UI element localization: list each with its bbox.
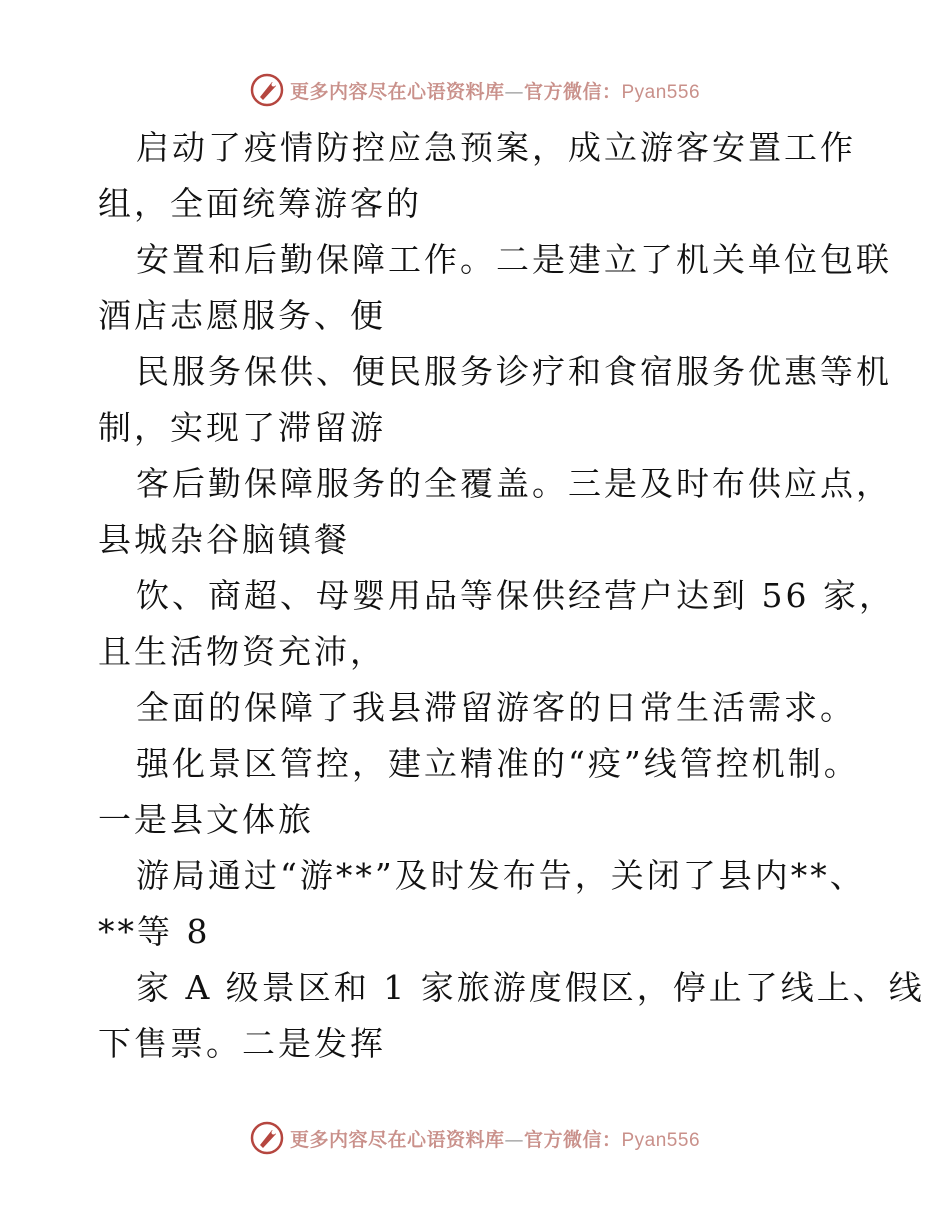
- text-line: 县城杂谷脑镇餐: [98, 520, 350, 559]
- watermark-wechat-account: Pyan556: [621, 1129, 701, 1151]
- text-line: 强化景区管控，建立精准的“疫”线管控机制。: [136, 744, 860, 783]
- text-line: 组，全面统筹游客的: [98, 184, 422, 223]
- pen-nib-logo-icon: [250, 1121, 284, 1155]
- text-line: 制，实现了滞留游: [98, 408, 386, 447]
- text-line: 下售票。二是发挥: [98, 1024, 386, 1063]
- footer-watermark: [0, 1118, 950, 1158]
- text-line: 且生活物资充沛，: [98, 632, 386, 671]
- text-line: 全面的保障了我县滞留游客的日常生活需求。: [136, 688, 856, 727]
- watermark-wechat-label: 官方微信：: [523, 1128, 622, 1151]
- text-line: 游局通过“游**”及时发布告，关闭了县内**、: [136, 856, 866, 895]
- watermark-wechat-label: 官方微信：: [523, 80, 622, 103]
- text-line: 家 A 级景区和 1 家旅游度假区，停止了线上、线: [136, 968, 925, 1007]
- text-line: 启动了疫情防控应急预案，成立游客安置工作: [136, 128, 856, 167]
- text-line: 民服务保供、便民服务诊疗和食宿服务优惠等机: [136, 352, 892, 391]
- text-line: 饮、商超、母婴用品等保供经营户达到 56 家，: [136, 576, 895, 615]
- text-line: 客后勤保障服务的全覆盖。三是及时布供应点，: [136, 464, 892, 503]
- watermark-brand: 更多内容尽在心语资料库: [289, 1128, 505, 1151]
- text-line: **等 8: [98, 912, 211, 951]
- watermark-separator: —: [504, 1128, 524, 1151]
- pen-nib-logo-icon: [250, 73, 284, 107]
- text-line: 一是县文体旅: [98, 800, 314, 839]
- watermark-separator: —: [504, 80, 524, 103]
- text-line: 安置和后勤保障工作。二是建立了机关单位包联: [136, 240, 892, 279]
- watermark-brand: 更多内容尽在心语资料库: [289, 80, 505, 103]
- header-watermark: [0, 70, 950, 110]
- text-line: 酒店志愿服务、便: [98, 296, 386, 335]
- document-body: [98, 120, 925, 1072]
- watermark-wechat-account: Pyan556: [621, 81, 701, 103]
